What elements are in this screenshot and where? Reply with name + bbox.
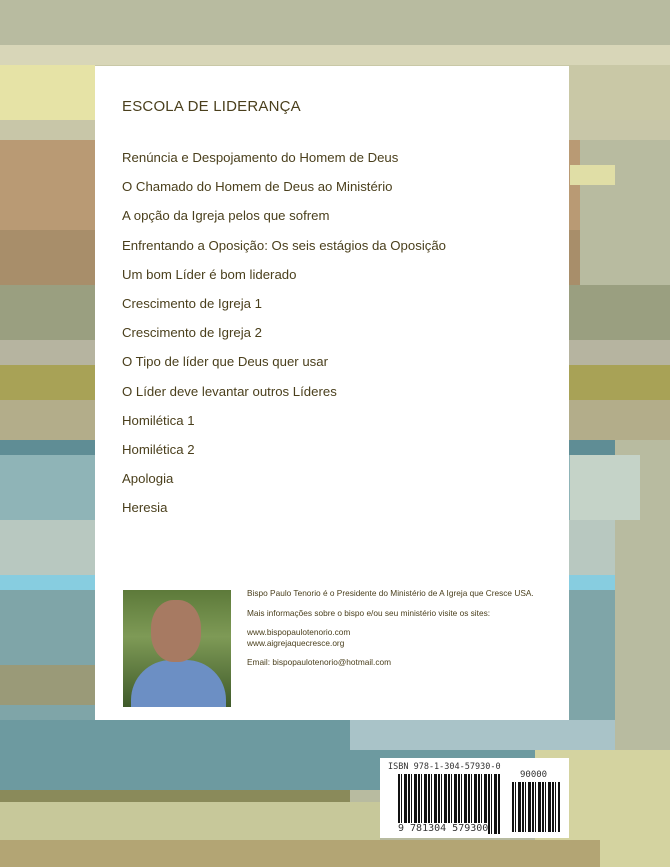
author-head	[151, 600, 201, 662]
price-addon: 90000	[520, 770, 548, 780]
list-item: O Tipo de líder que Deus quer usar	[122, 354, 328, 370]
list-item: Apologia	[122, 471, 174, 487]
author-bio	[247, 588, 534, 677]
list-item: O Líder deve levantar outros Líderes	[122, 383, 337, 399]
website-link: www.aigrejaquecresce.org	[247, 637, 345, 648]
addon-bars	[512, 782, 560, 832]
contents-list	[122, 150, 446, 529]
email-text: Email: bispopaulotenorio@hotmail.com	[247, 657, 392, 667]
list-item: Homilética 1	[122, 412, 195, 428]
list-item: Crescimento de Igreja 2	[122, 325, 263, 341]
barcode-digits: 9 781304 579300	[398, 823, 489, 834]
list-item: Crescimento de Igreja 1	[122, 295, 263, 311]
list-item: Um bom Líder é bom liderado	[122, 266, 297, 282]
bio-line: Bispo Paulo Tenorio é o Presidente do Ministério de A Igreja que Cresce USA.	[247, 588, 534, 598]
list-item: O Chamado do Homem de Deus ao Ministério	[122, 179, 393, 195]
list-item: Homilética 2	[122, 441, 195, 457]
author-photo	[123, 590, 231, 707]
author-shirt	[131, 660, 226, 707]
list-item: A opção da Igreja pelos que sofrem	[122, 208, 330, 224]
list-item: Heresia	[122, 500, 168, 516]
list-item: Enfrentando a Oposição: Os seis estágios da Oposição	[122, 237, 447, 253]
list-item: Renúncia e Despojamento do Homem de Deus	[122, 150, 399, 165]
series-title: ESCOLA DE LIDERANÇA	[122, 98, 301, 115]
isbn-text: ISBN 978-1-304-57930-0	[388, 762, 501, 772]
website-link: www.bispopaulotenorio.com	[247, 627, 351, 637]
back-cover-panel	[95, 66, 569, 720]
bio-line: Mais informações sobre o bispo e/ou seu ministério visite os sites:	[247, 607, 491, 618]
isbn-barcode	[380, 758, 569, 838]
